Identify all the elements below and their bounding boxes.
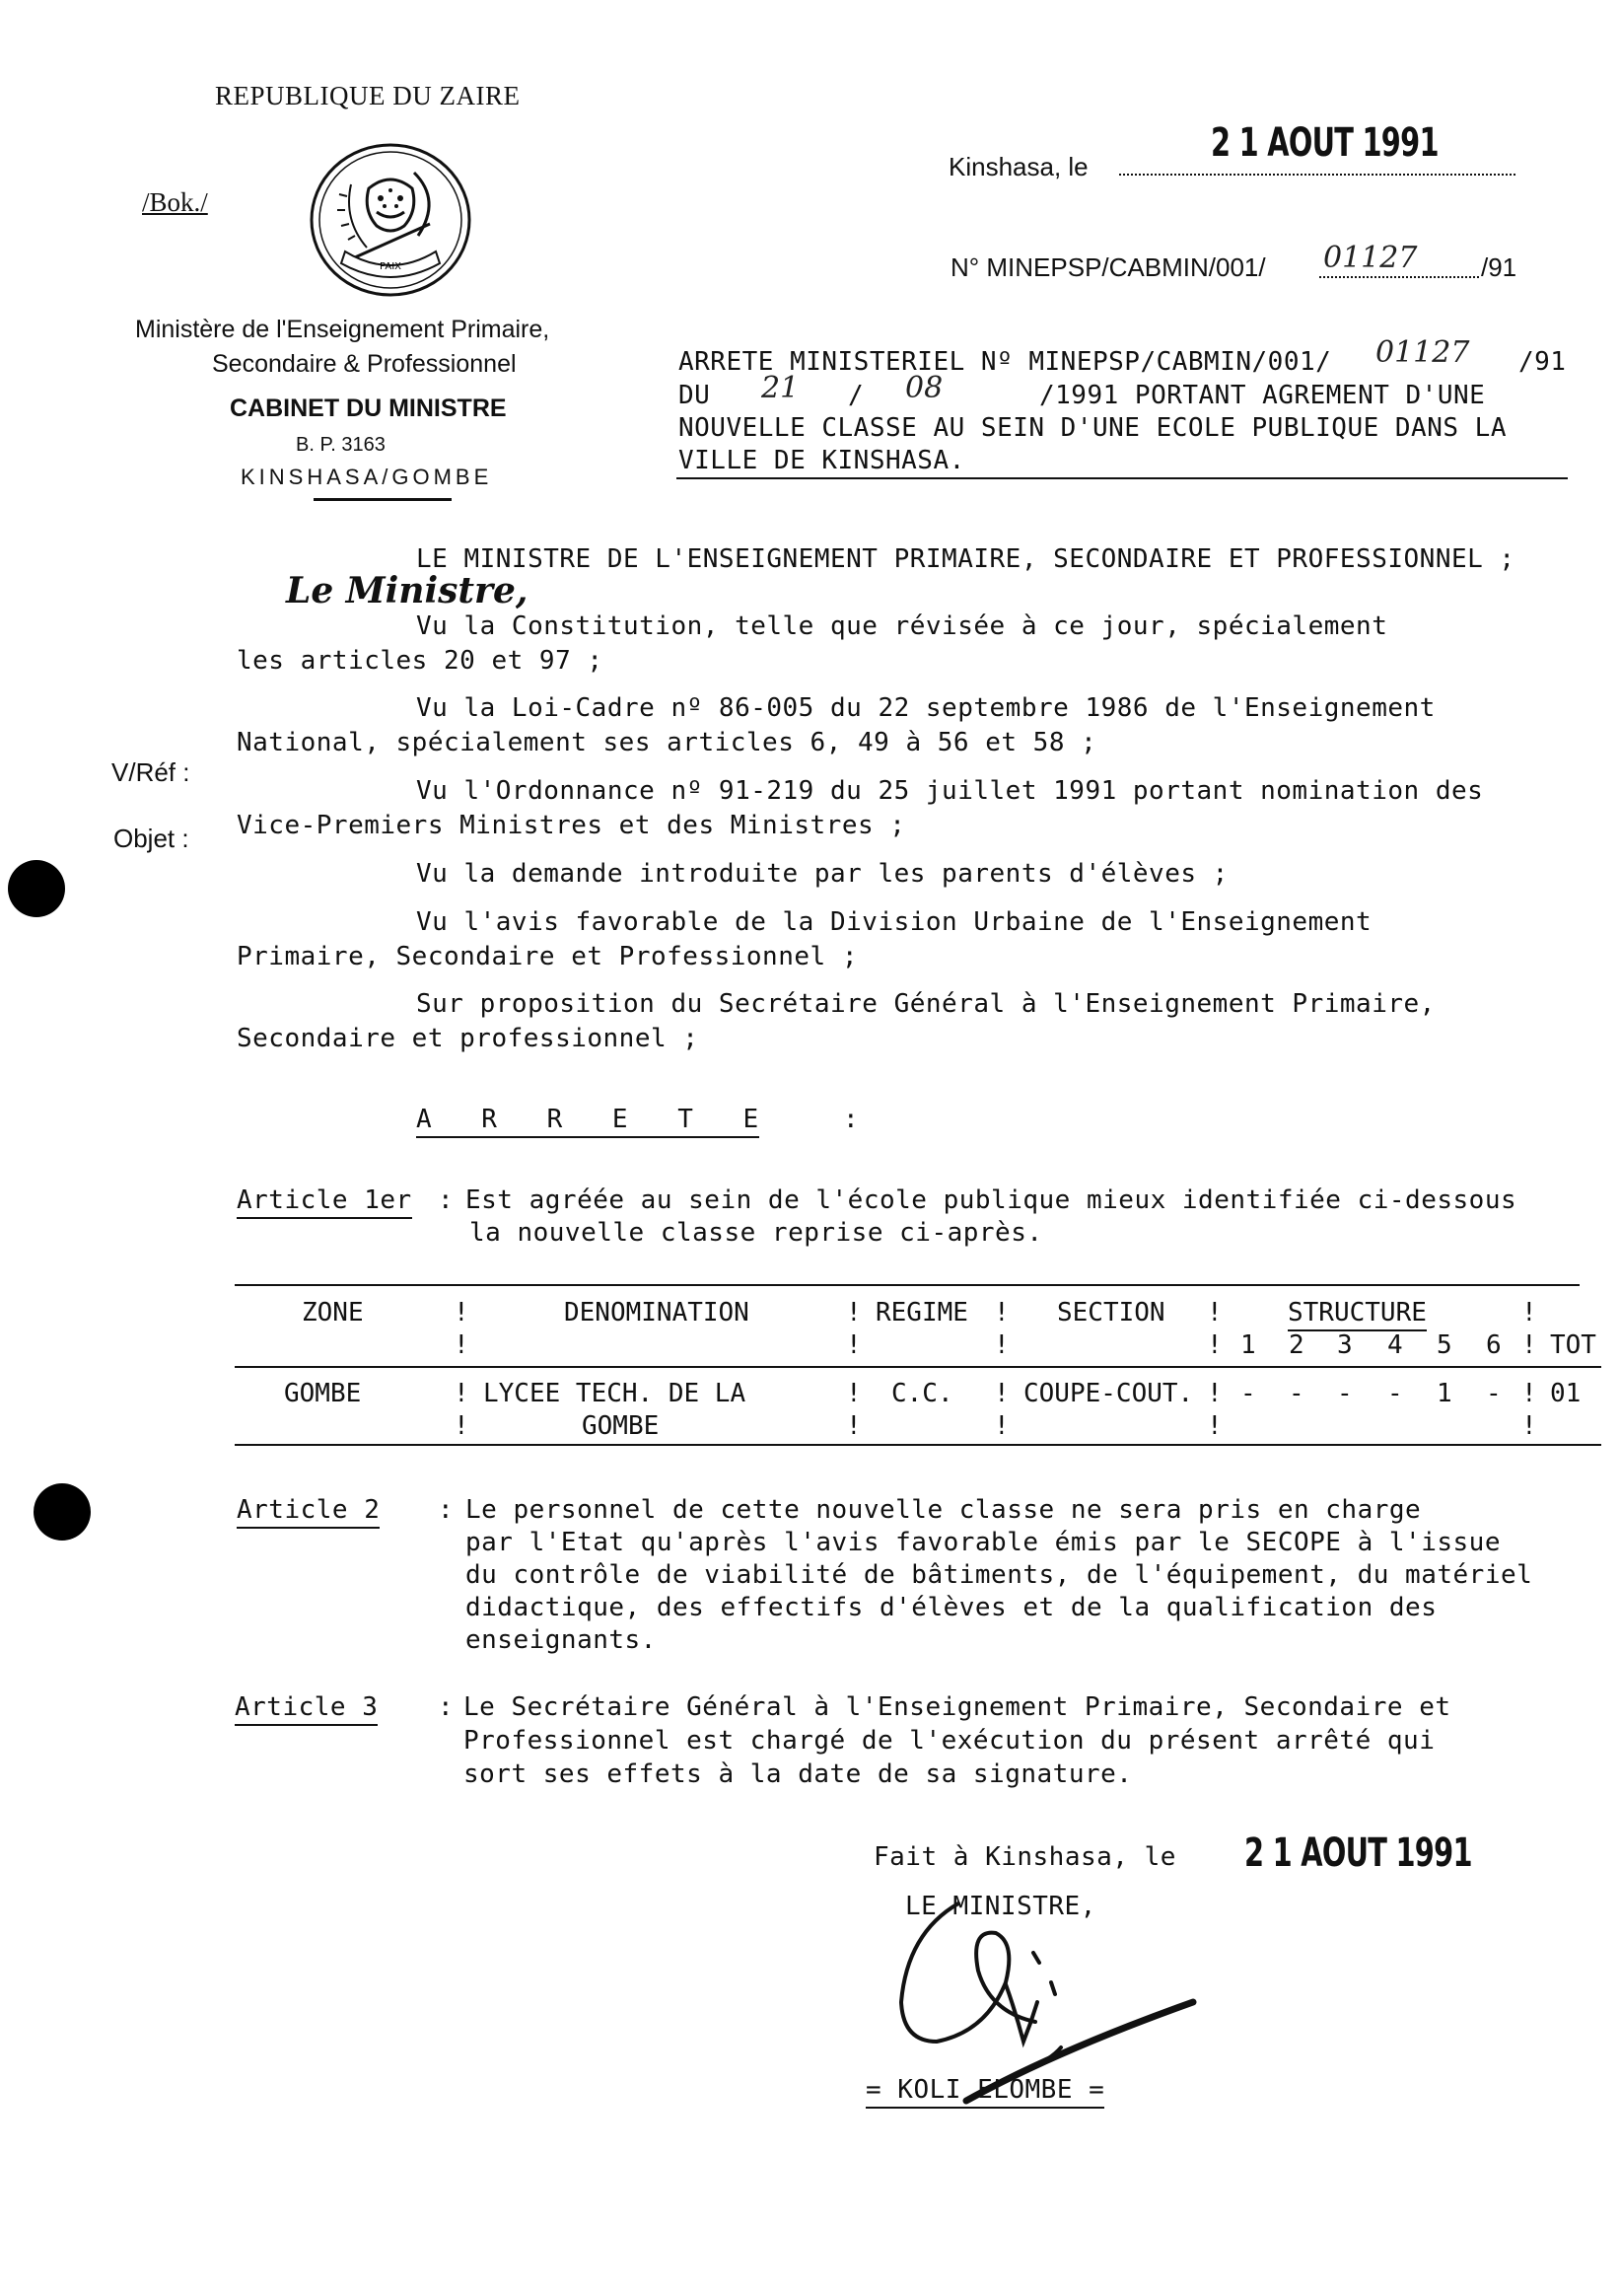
- vu-demande: Vu la demande introduite par les parents d'élèves ;: [416, 859, 1229, 889]
- table-separator: !: [454, 1298, 469, 1327]
- table-header-grade-6: 6: [1486, 1330, 1502, 1360]
- reference-number-handwritten: 01127: [1323, 241, 1418, 275]
- title-line-3: NOUVELLE CLASSE AU SEIN D'UNE ECOLE PUBLIQUE DANS LA: [678, 413, 1507, 443]
- reference-suffix: /91: [1481, 252, 1517, 282]
- table-top-rule: [235, 1284, 1580, 1286]
- table-separator: !: [1207, 1379, 1223, 1408]
- title-day-handwritten: 21: [761, 371, 800, 405]
- fait-a-label: Fait à Kinshasa, le: [874, 1842, 1176, 1872]
- title-line-1-suffix: /91: [1518, 347, 1567, 377]
- table-header-section: SECTION: [1057, 1298, 1165, 1327]
- table-header-grade-5: 5: [1437, 1330, 1452, 1360]
- article-1-text-b: la nouvelle classe reprise ci-après.: [469, 1218, 1043, 1248]
- table-header-structure: STRUCTURE: [1288, 1298, 1427, 1331]
- objet-label: Objet :: [113, 824, 189, 853]
- table-cell-grade-1: -: [1240, 1379, 1256, 1408]
- table-cell-denomination-b: GOMBE: [582, 1411, 660, 1441]
- reference-prefix: N° MINEPSP/CABMIN/001/: [951, 252, 1266, 282]
- vu-avis-a: Vu l'avis favorable de la Division Urbaine de l'Enseignement: [416, 907, 1373, 937]
- table-separator: !: [1207, 1298, 1223, 1327]
- article-3-line: sort ses effets à la date de sa signature.: [463, 1759, 1133, 1789]
- date-dotted-line: [1119, 174, 1515, 176]
- table-separator: !: [1521, 1298, 1537, 1327]
- signatory-name: = KOLI ELOMBE =: [866, 2075, 1104, 2109]
- vu-ordonnance-b: Vice-Premiers Ministres et des Ministres ;: [237, 811, 906, 840]
- table-cell-regime: C.C.: [891, 1379, 953, 1408]
- reference-dotted-line: [1319, 276, 1479, 278]
- seal-motto: PAIX: [379, 261, 402, 272]
- table-separator: !: [454, 1411, 469, 1441]
- table-separator: !: [846, 1330, 862, 1360]
- table-cell-grade-6: -: [1486, 1379, 1502, 1408]
- table-header-grade-4: 4: [1387, 1330, 1403, 1360]
- table-separator: !: [1521, 1330, 1537, 1360]
- table-header-grade-3: 3: [1337, 1330, 1353, 1360]
- vu-constitution-a: Vu la Constitution, telle que révisée à ce jour, spécialement: [416, 611, 1388, 641]
- table-cell-grade-2: -: [1289, 1379, 1304, 1408]
- punch-hole-bottom: [34, 1483, 91, 1541]
- date-stamp: 2 1 AOUT 1991: [1211, 120, 1439, 166]
- table-cell-grade-5: 1: [1437, 1379, 1452, 1408]
- table-separator: !: [1207, 1330, 1223, 1360]
- table-header-grade-2: 2: [1289, 1330, 1304, 1360]
- article-2-line: par l'Etat qu'après l'avis favorable émis par le SECOPE à l'issue: [465, 1528, 1501, 1557]
- article-3-colon: :: [438, 1692, 455, 1722]
- vu-constitution-b: les articles 20 et 97 ;: [237, 646, 603, 676]
- article-3-label: Article 3: [235, 1692, 378, 1726]
- table-separator: !: [846, 1298, 862, 1327]
- article-1-colon: :: [438, 1185, 455, 1215]
- sur-proposition-b: Secondaire et professionnel ;: [237, 1024, 699, 1053]
- table-separator: !: [994, 1411, 1010, 1441]
- signature-title: LE MINISTRE,: [905, 1892, 1096, 1921]
- signature-date-stamp: 2 1 AOUT 1991: [1244, 1830, 1472, 1876]
- table-cell-section: COUPE-COUT.: [1023, 1379, 1194, 1408]
- table-header-denomination: DENOMINATION: [564, 1298, 749, 1327]
- table-separator: !: [994, 1298, 1010, 1327]
- table-separator: !: [454, 1379, 469, 1408]
- table-separator: !: [1521, 1411, 1537, 1441]
- table-separator: !: [846, 1379, 862, 1408]
- ministry-line-2: Secondaire & Professionnel: [212, 350, 517, 378]
- table-header-regime: REGIME: [876, 1298, 968, 1327]
- table-bottom-rule: [235, 1444, 1601, 1446]
- table-header-tot: TOT: [1550, 1330, 1596, 1360]
- title-date-separator: /: [848, 381, 865, 410]
- postal-box: B. P. 3163: [296, 434, 386, 456]
- table-cell-zone: GOMBE: [284, 1379, 362, 1408]
- table-separator: !: [1521, 1379, 1537, 1408]
- punch-hole-top: [8, 860, 65, 917]
- title-line-2-prefix: DU: [678, 381, 711, 410]
- article-2-colon: :: [438, 1495, 455, 1525]
- vu-loi-cadre-a: Vu la Loi-Cadre nº 86-005 du 22 septembre 1986 de l'Enseignement: [416, 693, 1436, 723]
- le-ministre-handwritten: Le Ministre,: [286, 570, 528, 611]
- table-cell-grade-3: -: [1337, 1379, 1353, 1408]
- title-underline: [676, 477, 1568, 479]
- article-2-line: Le personnel de cette nouvelle classe ne sera pris en charge: [465, 1495, 1422, 1525]
- title-line-1-prefix: ARRETE MINISTERIEL Nº MINEPSP/CABMIN/001/: [678, 347, 1332, 377]
- title-month-handwritten: 08: [905, 371, 944, 405]
- article-2-line: du contrôle de viabilité de bâtiments, de l'équipement, du matériel: [465, 1560, 1533, 1590]
- bok-reference: /Bok./: [142, 187, 208, 217]
- article-2-line: didactique, des effectifs d'élèves et de la qualification des: [465, 1593, 1438, 1622]
- article-3-line: Professionnel est chargé de l'exécution du présent arrêté qui: [463, 1726, 1436, 1756]
- table-separator: !: [454, 1330, 469, 1360]
- national-seal-icon: [308, 141, 473, 299]
- cabinet-heading: CABINET DU MINISTRE: [230, 395, 507, 422]
- table-cell-tot: 01: [1550, 1379, 1582, 1408]
- title-line-2-suffix: /1991 PORTANT AGREMENT D'UNE: [1039, 381, 1486, 410]
- table-separator: !: [1207, 1411, 1223, 1441]
- ministry-line-1: Ministère de l'Enseignement Primaire,: [135, 316, 550, 343]
- table-cell-grade-4: -: [1387, 1379, 1403, 1408]
- table-header-rule: [235, 1366, 1601, 1368]
- title-line-4: VILLE DE KINSHASA.: [678, 446, 965, 475]
- vu-ordonnance-a: Vu l'Ordonnance nº 91-219 du 25 juillet 1991 portant nomination des: [416, 776, 1484, 806]
- republic-heading: REPUBLIQUE DU ZAIRE: [215, 81, 521, 110]
- article-1-label: Article 1er: [237, 1185, 412, 1219]
- table-separator: !: [994, 1330, 1010, 1360]
- title-number-handwritten: 01127: [1375, 335, 1470, 370]
- place-label: Kinshasa, le: [949, 152, 1089, 181]
- arrete-heading: A R R E T E: [416, 1105, 759, 1138]
- article-3-line: Le Secrétaire Général à l'Enseignement Primaire, Secondaire et: [463, 1692, 1451, 1722]
- minister-line: LE MINISTRE DE L'ENSEIGNEMENT PRIMAIRE, SECONDAIRE ET PROFESSIONNEL ;: [416, 544, 1515, 574]
- article-1-text-a: Est agréée au sein de l'école publique mieux identifiée ci-dessous: [465, 1185, 1517, 1215]
- article-2-line: enseignants.: [465, 1625, 657, 1655]
- table-separator: !: [846, 1411, 862, 1441]
- vu-avis-b: Primaire, Secondaire et Professionnel ;: [237, 942, 858, 971]
- vu-loi-cadre-b: National, spécialement ses articles 6, 49 à 56 et 58 ;: [237, 728, 1097, 757]
- sur-proposition-a: Sur proposition du Secrétaire Général à l'Enseignement Primaire,: [416, 989, 1436, 1019]
- vref-label: V/Réf :: [111, 757, 190, 787]
- article-2-label: Article 2: [237, 1495, 380, 1529]
- table-header-grade-1: 1: [1240, 1330, 1256, 1360]
- arrete-colon: :: [843, 1105, 860, 1134]
- table-separator: !: [994, 1379, 1010, 1408]
- table-cell-denomination-a: LYCEE TECH. DE LA: [483, 1379, 746, 1408]
- city-underline: [314, 498, 452, 501]
- table-header-zone: ZONE: [302, 1298, 364, 1327]
- city-label: KINSHASA/GOMBE: [241, 465, 493, 489]
